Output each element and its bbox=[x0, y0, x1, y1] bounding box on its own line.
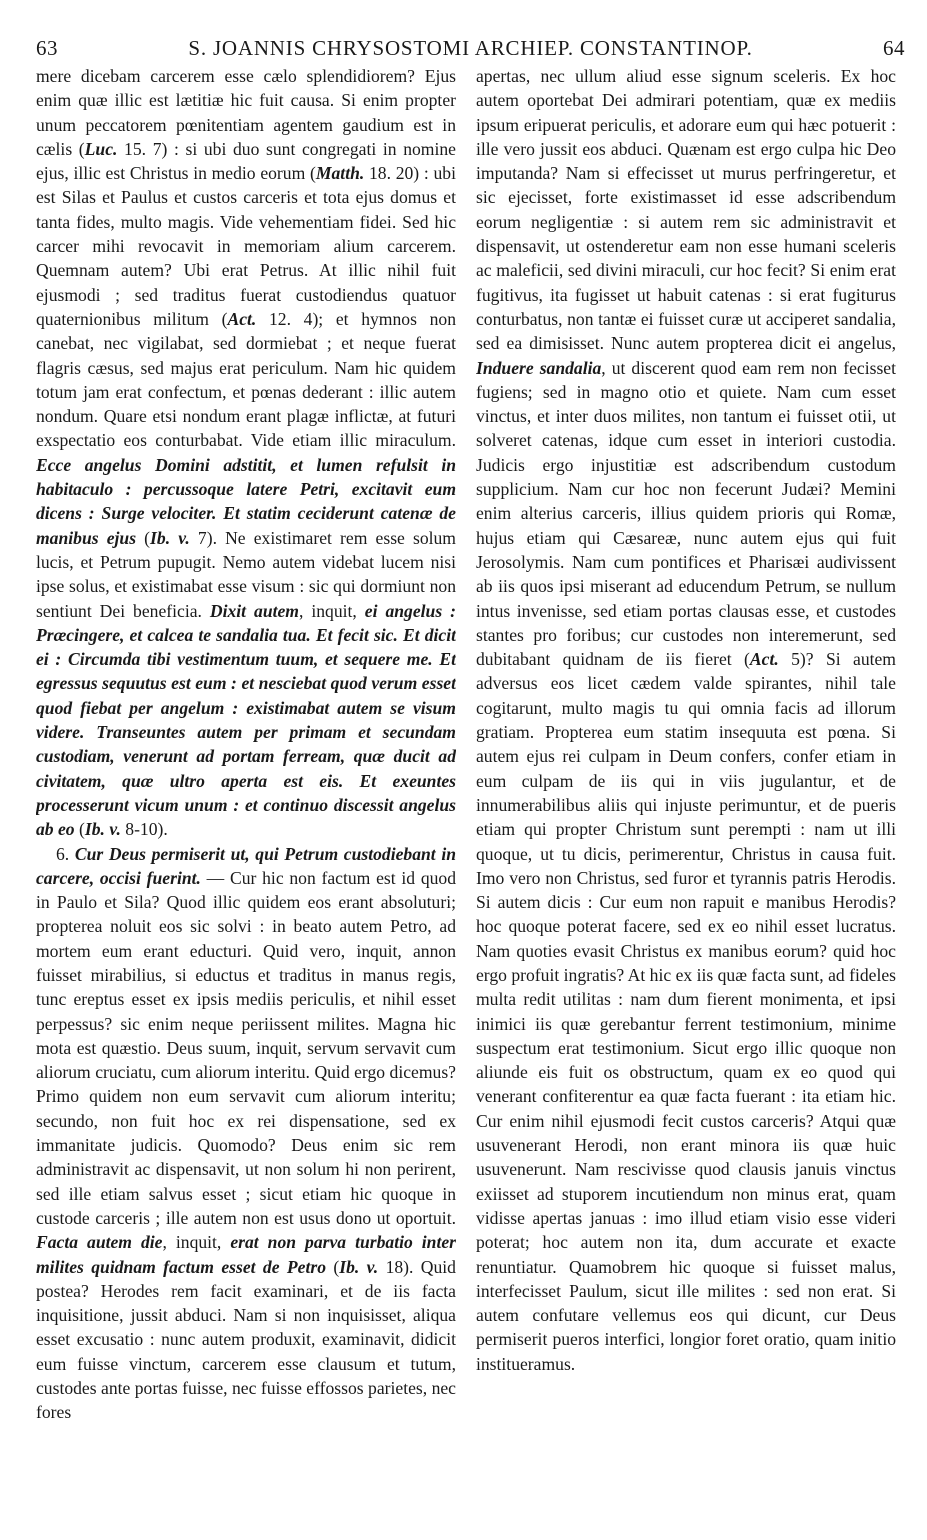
text: , ut discerent quod eam rem non fecisset fugiens; sed in magno otio et quiete. Nam cum esset vinctus, et inter duos milites, non tantum ei fuisset otii, ut solveret catenas, idque cum esset in interiori custodia. Judicis ergo injustitiæ est adscribendum custodum supplicium. Nam cur hoc non fecerunt Judæi? Memini enim alterius carceris, illius quidem prioris qui Romæ, hujus etiam qui Cæsareæ, nunc autem ejus qui fuit Jerosolymis. Nam cum pontifices et Pharisæi audivissent ab iis quos ipsi miserant ad educendum Petrum, se nullum intus invenisse, sed etiam portas clausas esse, et custodes stantes pro foribus; cur custodes non interemerunt, sed dubitabant quidnam de iis fieret ( bbox=[476, 357, 896, 670]
text: ( bbox=[136, 527, 151, 548]
paragraph bbox=[36, 64, 456, 842]
italic-text: Act. bbox=[227, 308, 257, 329]
text: 6. bbox=[56, 843, 75, 864]
text: , inquit, bbox=[299, 600, 365, 621]
italic-text: Facta autem die bbox=[36, 1232, 163, 1253]
text: 12. 4); et hymnos non canebat, nec vigilabat, sed dormiebat ; et neque fuerat flagris cæsus, sed majus erat periculum. Nam hic quidem totum jam erat confectum, et pœnas dederant : illic autem nondum. Quare etsi nondum erant plagæ inflictæ, at futuri exspectatio eos conturbabat. Vide etiam illic miraculum. bbox=[36, 308, 456, 451]
italic-text: Ecce angelus Domini adstitit, et lumen refulsit in habitaculo : percussoque latere Petri, excitavit eum dicens : Surge velociter. Et statim ceciderunt catenæ de manibus ejus bbox=[36, 454, 456, 548]
italic-text: Ib. v. bbox=[150, 527, 190, 548]
text: apertas, nec ullum aliud esse signum sceleris. Ex hoc autem oportebat Dei admirari potentiam, quæ ex mediis ipsum eripuerat periculis, et adorare eum qui hæc potuerit : ille vero jussit eos abduci. Quænam est ergo culpa hic Deo imputanda? Nam si effecisset ut murus perfringeretur, et sic ejecisset, forte existimasset id esse adscribendum eorum negligentiæ : si autem rem sic administravit et dispensavit, ut ostenderetur eam non esse humani sceleris ac maleficii, sed divini miraculi, cur hoc fecit? Si enim erat fugitivus, ita fugisset ut habuit catenas : si erat fugiturus conturbatus, non tantæ ei fuisset curæ ut acciperet sandalia, sed ea dimisisset. Nunc autem propterea dicit ei angelus, bbox=[476, 66, 896, 354]
italic-text: Dixit autem bbox=[209, 600, 299, 621]
italic-text: Cur Deus permiserit ut, qui Petrum custodiebant in carcere, occisi fuerint. bbox=[36, 843, 456, 888]
text: — Cur hic non factum est id quod in Paulo et Sila? Quod illic quidem eos erant absoluturi; propterea noluit eos sic solvi : in beato autem Petro, ad mortem eum erant educturi. Quid vero, inquit, annon fuisset mirabilius, si eductus et traditus in manus regis, tunc ereptus esset ex ipsis mediis periculis, et nihil esset perpessus? sic enim neque periissent milites. Magna hic mota est quæstio. Deus suum, inquit, servum servavit cum aliorum cruciatu, cum aliorum interitu. Quid ergo dicemus? Primo quidem non eum servavit cum aliorum interitu; secundo, non fuit hoc ex rei dispensatione, sed ex immanitate judicis. Quomodo? Deus enim sic rem administravit ac dispensavit, ut non solum hi non perirent, sed ille etiam salvus esset ; sicut etiam hic quoque in custode carceris ; ille autem non est usus dono ut oportuit. bbox=[36, 867, 456, 1228]
italic-text: Act. bbox=[749, 649, 779, 670]
italic-text: Matth. bbox=[315, 163, 365, 184]
italic-text: Ib. v. bbox=[84, 819, 121, 840]
paragraph bbox=[36, 842, 456, 1425]
running-title: S. JOANNIS CHRYSOSTOMI ARCHIEP. CONSTANTINOP. bbox=[188, 36, 753, 60]
text: ( bbox=[326, 1256, 340, 1277]
left-column bbox=[36, 64, 456, 1520]
text: 8-10). bbox=[120, 819, 168, 840]
page-number-left: 63 bbox=[36, 36, 58, 60]
text: , inquit, bbox=[162, 1232, 231, 1253]
italic-text: Ib. v. bbox=[339, 1256, 379, 1277]
right-column bbox=[476, 64, 896, 1520]
text: 18). Quid postea? Herodes rem facit examinari, et de iis facta inquisitione, jussit abduci. Nam si non inquisisset, aliqua esset excusatio : nunc autem produxit, examinavit, didicit eum fuisse vinctum, carcerem esse clausum et tutum, custodes ante portas fuisse, nec fuisse effossos parietes, nec fores bbox=[36, 1256, 456, 1423]
text: 18. 20) : ubi est Silas et Paulus et custos carceris et tota ejus domus et tanta fides, multo magis. Vide vehementiam fidei. Sed hic carcer mihi revocavit in memoriam alium carcerem. Quemnam autem? Ubi erat Petrus. At illic nihil fuit ejusmodi ; sed traditus fuerat custodiendus quatuor quaternionibus militum ( bbox=[36, 163, 456, 329]
text: 7). Ne existimaret rem esse solum lucis, et Petrum pupugit. Nemo autem videbat lucem nisi ipse solus, et existimabat esse visum : sic qui dormiunt non sentiunt Dei beneficia. bbox=[36, 527, 456, 621]
paragraph bbox=[476, 64, 896, 1376]
text: mere dicebam carcerem esse cælo splendidiorem? Ejus enim quæ illic est lætitiæ hic fuit causa. Si enim propter unum peccatorem pœnitentiam agentem gaudium est in cælis ( bbox=[36, 66, 456, 159]
text: 5)? Si autem adversus eos licet cædem valde spirantes, nihil tale cogitarunt, multo magis tu qui omnia facis ad illorum gratiam. Propterea eum statim insequuta est pœna. Si autem ejus rei culpam in Deum confers, confer etiam in eum culpam de iis qui in viis jugulantur, et de innumerabilibus aliis qui injuste perimuntur, et de pueris etiam qui propter Christum sunt perempti : nam ut illi quoque, ut tu dicis, perimerentur, Christus in causa fuit. Imo vero non Christus, sed furor et tyrannis patris Herodis. Si autem dicis : Cur eum non rapuit e manibus Herodis? hoc quoque poterat facere, sed ex eo nihil esset lucratus. Nam quoties evasit Christus ex manibus eorum? quid hoc ergo profuit ingratis? At hic ex iis quæ facta sunt, ad fideles multa redit utilitas : nam dum fierent monimenta, et ipsi inimici iis quæ gerebantur ferrent testimonium, minime suspectum erat testimonium. Sicut ergo illic quoque non aliunde eis fuit os obstructum, quam ex eo quod qui venerant confiterentur ea quæ facta fuerant : ita etiam hic. Cur enim nihil ejusmodi fecit custos carceris? Atqui quæ usuvenerant Herodi, non erant minora iis quæ huic usuvenerunt. Nam rescivisse quod clausis januis vinctus exiisset ad stuporem incutiendum non minus erat, quam vidisse apertas januas : imo illud etiam visio esse videri poterat; hoc autem non ita, dum accurate et exacte renuntiatur. Quamobrem hic quoque si fuisset malus, interfecisset Paulum, sicut ille milites : sed non erat. Si autem confutare vellemus eos qui dicunt, cur Deus permiserit pueros interfici, longior foret oratio, quam initio institueramus. bbox=[476, 649, 896, 1374]
italic-text: Luc. bbox=[84, 138, 118, 159]
text: ( bbox=[74, 819, 85, 840]
italic-text: Induere sandalia bbox=[476, 357, 602, 378]
text: 15. 7) : si ubi duo sunt congregati in nomine ejus, illic est Christus in medio eorum ( bbox=[36, 138, 456, 184]
running-header bbox=[36, 36, 905, 62]
italic-text: erat non parva turbatio inter milites quidnam factum esset de Petro bbox=[36, 1232, 456, 1277]
page-number-right: 64 bbox=[883, 36, 905, 60]
text-columns bbox=[36, 64, 905, 1520]
italic-text: ei angelus : Præcingere, et calcea te sandalia tua. Et fecit sic. Et dicit ei : Circumda tibi vestimentum tuum, et sequere me. Et egressus sequutus est eum : et nesciebat quod verum esset quod fiebat per angelum : existimabat autem se visum videre. Transeuntes autem per primam et secundam custodiam, venerunt ad portam ferream, quæ ducit ad civitatem, quæ ultro aperta est eis. Et exeuntes processerunt vicum unum : et continuo discessit angelus ab eo bbox=[36, 600, 456, 840]
